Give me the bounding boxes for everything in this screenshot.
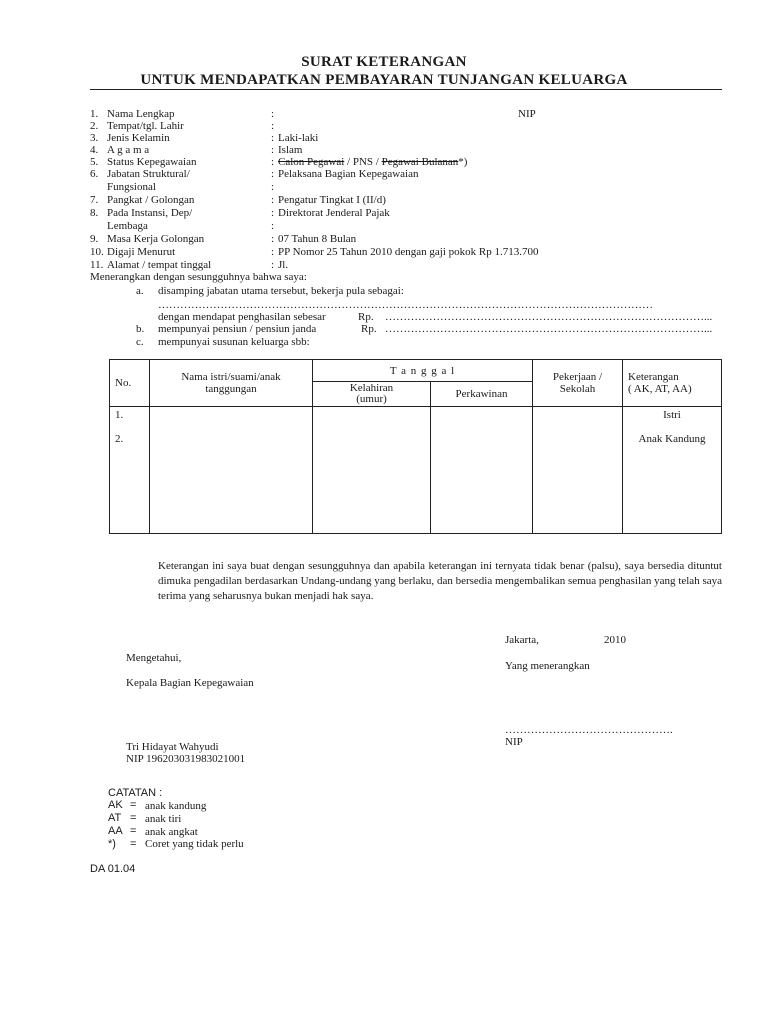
cell-no: 1. 2. <box>110 407 150 534</box>
field-value: Islam <box>278 144 303 156</box>
cell-nama <box>150 407 313 534</box>
acknowledged-label: Mengetahui, <box>126 652 182 664</box>
field-label: Pangkat / Golongan <box>107 194 195 206</box>
field-label: Tempat/tgl. Lahir <box>107 120 184 132</box>
field-label: Status Kepegawaian <box>107 156 197 168</box>
col-perkawinan-header: Perkawinan <box>431 382 533 407</box>
field-value: Jl. <box>278 259 289 271</box>
statement-a: disamping jabatan utama tersebut, bekerja pula sebagai: <box>158 285 404 297</box>
field-value: Laki-laki <box>278 132 319 144</box>
form-subtitle: UNTUK MENDAPATKAN PEMBAYARAN TUNJANGAN KELUARGA <box>140 72 628 88</box>
declarant-label: Yang menerangkan <box>505 660 590 672</box>
field-value: Pelaksana Bagian Kepegawaian <box>278 168 419 180</box>
place-label: Jakarta, <box>505 634 539 646</box>
cell-keterangan: Istri Anak Kandung <box>623 407 722 534</box>
nip-label: NIP <box>518 108 536 120</box>
table-header-row <box>110 360 722 382</box>
field-value: Pengatur Tingkat I (II/d) <box>278 194 386 206</box>
col-tanggal-header: T a n g g a l <box>313 360 533 382</box>
field-label: A g a m a <box>107 144 150 156</box>
field-label: Jenis Kelamin <box>107 132 170 144</box>
title-underline <box>90 89 722 90</box>
col-kelahiran-header: Kelahiran (umur) <box>313 382 431 407</box>
col-keterangan-header: Keterangan ( AK, AT, AA) <box>623 360 722 407</box>
field-label: Alamat / tempat tinggal <box>107 259 212 271</box>
cell-perkawinan <box>431 407 533 534</box>
field-label: Lembaga <box>107 220 148 232</box>
field-value: Direktorat Jenderal Pajak <box>278 207 390 219</box>
status-value: Calon Pegawai / PNS / Pegawai Bulanan*) <box>278 156 468 168</box>
field-label: Masa Kerja Golongan <box>107 233 205 245</box>
cell-kelahiran <box>313 407 431 534</box>
head-title: Kepala Bagian Kepegawaian <box>126 677 254 689</box>
field-value: 07 Tahun 8 Bulan <box>278 233 357 245</box>
statement-b: mempunyai pensiun / pensiun janda <box>158 323 317 335</box>
dotted-line: ……………………………………………………………………………... <box>385 323 713 335</box>
col-no-header: No. <box>110 360 150 407</box>
field-label: Fungsional <box>107 181 156 193</box>
family-table <box>109 359 722 534</box>
statement-c: mempunyai susunan keluarga sbb: <box>158 336 310 348</box>
col-nama-header: Nama istri/suami/anak tanggungan <box>150 360 313 407</box>
field-label: Pada Instansi, Dep/ <box>107 207 193 219</box>
year-label: 2010 <box>604 634 626 646</box>
statement-intro: Menerangkan dengan sesungguhnya bahwa saya: <box>90 271 307 283</box>
signature-line: ………………………………………. <box>505 724 673 736</box>
head-nip: NIP 196203031983021001 <box>126 753 246 765</box>
table-row <box>110 407 722 534</box>
field-label: Digaji Menurut <box>107 246 176 258</box>
notes-title: CATATAN : <box>108 787 163 799</box>
income-label: dengan mendapat penghasilan sebesar <box>158 311 326 323</box>
declarant-nip: NIP <box>505 736 523 748</box>
form-code: DA 01.04 <box>90 863 136 875</box>
head-name: Tri Hidayat Wahyudi <box>126 741 219 753</box>
dotted-line: ……………………………………………………………………………... <box>385 311 713 323</box>
cell-pekerjaan <box>533 407 623 534</box>
col-pekerjaan-header: Pekerjaan / Sekolah <box>533 360 623 407</box>
form-title: SURAT KETERANGAN <box>301 54 467 70</box>
declaration-text: Keterangan ini saya buat dengan sesungguhnya dan apabila keterangan ini ternyata tidak benar (palsu), saya bersedia dituntut dimuka pengadilan berdasarkan Undang-undang yang berlaku, dan bersedia mengembalikan semua penghasilan yang telah saya terima yang seharusnya bukan menjadi hak saya. <box>158 560 722 602</box>
dotted-line: ……………………………………………………………………………………………………………………… <box>158 299 653 311</box>
field-value: PP Nomor 25 Tahun 2010 dengan gaji pokok Rp 1.713.700 <box>278 246 539 258</box>
field-label: Jabatan Struktural/ <box>107 168 190 180</box>
field-label: Nama Lengkap <box>107 108 175 120</box>
